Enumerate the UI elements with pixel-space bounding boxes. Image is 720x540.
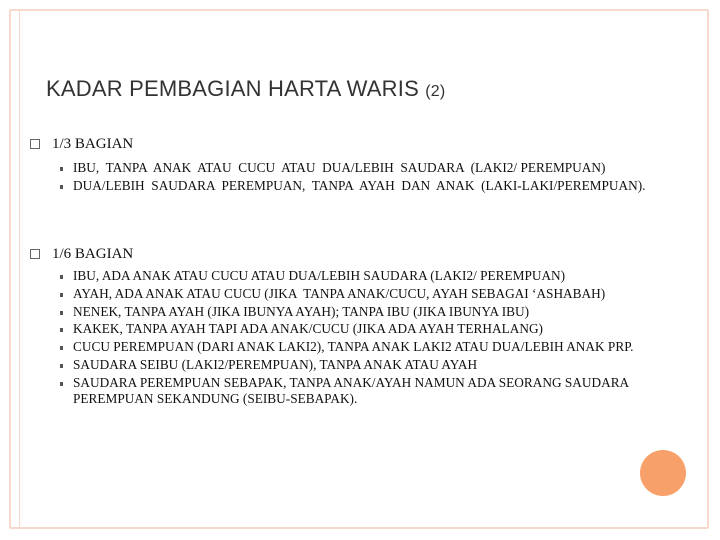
square-outline-icon bbox=[30, 249, 40, 259]
small-square-icon bbox=[60, 364, 63, 368]
section-heading-1-label: 1/3 BAGIAN bbox=[52, 136, 134, 152]
list-item-text: NENEK, TANPA AYAH (JIKA IBUNYA AYAH); TANPA IBU (JIKA IBUNYA IBU) bbox=[73, 303, 530, 319]
list-item bbox=[58, 160, 658, 176]
list-item bbox=[58, 375, 658, 407]
list-item-text: CUCU PEREMPUAN (DARI ANAK LAKI2), TANPA ANAK LAKI2 ATAU DUA/LEBIH ANAK PRP. bbox=[73, 339, 634, 355]
list-item bbox=[58, 357, 658, 373]
list-item bbox=[58, 286, 658, 302]
small-square-icon bbox=[60, 346, 63, 350]
section-heading-2 bbox=[30, 246, 133, 263]
list-item bbox=[58, 304, 658, 320]
small-square-icon bbox=[60, 328, 63, 332]
list-item-text: IBU, ADA ANAK ATAU CUCU ATAU DUA/LEBIH SAUDARA (LAKI2/ PEREMPUAN) bbox=[73, 268, 566, 283]
decorative-circle bbox=[640, 450, 686, 496]
list-item-text: KAKEK, TANPA AYAH TAPI ADA ANAK/CUCU (JIKA ADA AYAH TERHALANG) bbox=[73, 321, 543, 337]
section-2-list bbox=[58, 268, 658, 409]
list-item bbox=[58, 268, 658, 284]
list-item bbox=[58, 178, 658, 194]
slide-title bbox=[46, 76, 445, 102]
list-item-text: SAUDARA SEIBU (LAKI2/PEREMPUAN), TANPA ANAK ATAU AYAH bbox=[73, 356, 478, 372]
square-outline-icon bbox=[30, 139, 40, 149]
small-square-icon bbox=[60, 293, 63, 297]
list-item-text: SAUDARA PEREMPUAN SEBAPAK, TANPA ANAK/AYAH NAMUN ADA SEORANG SAUDARA PEREMPUAN SEKANDUNG (SEIBU-SEBAPAK). bbox=[73, 374, 632, 406]
small-square-icon bbox=[60, 382, 63, 386]
small-square-icon bbox=[60, 167, 63, 171]
list-item bbox=[58, 339, 658, 355]
frame-vertical-line bbox=[19, 11, 20, 527]
small-square-icon bbox=[60, 185, 63, 189]
section-heading-2-label: 1/6 BAGIAN bbox=[52, 246, 134, 262]
list-item bbox=[58, 321, 658, 337]
small-square-icon bbox=[60, 311, 63, 315]
slide-title-main: KADAR PEMBAGIAN HARTA WARIS bbox=[46, 76, 419, 101]
list-item-text: DUA/LEBIH SAUDARA PEREMPUAN, TANPA AYAH DAN ANAK (LAKI-LAKI/PEREMPUAN). bbox=[73, 177, 646, 193]
list-item-text: AYAH, ADA ANAK ATAU CUCU (JIKA TANPA ANAK/CUCU, AYAH SEBAGAI ‘ASHABAH) bbox=[73, 285, 606, 301]
slide-title-sub: (2) bbox=[425, 83, 446, 100]
section-1-list bbox=[58, 160, 658, 196]
small-square-icon bbox=[60, 275, 63, 279]
list-item-text: IBU, TANPA ANAK ATAU CUCU ATAU DUA/LEBIH SAUDARA (LAKI2/ PEREMPUAN) bbox=[73, 160, 606, 175]
section-heading-1 bbox=[30, 136, 133, 153]
